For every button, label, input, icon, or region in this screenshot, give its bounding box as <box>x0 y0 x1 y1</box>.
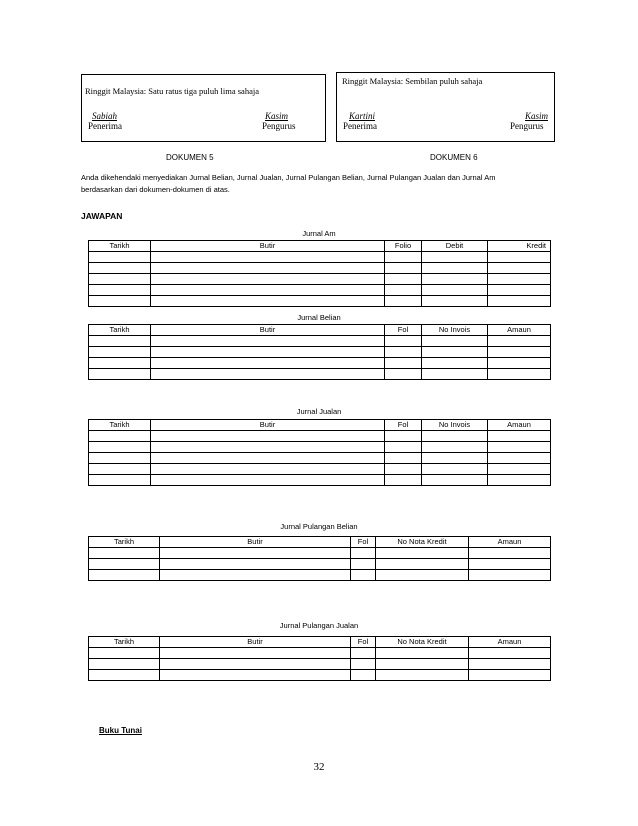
cell[interactable] <box>469 559 551 570</box>
cell[interactable] <box>151 263 385 274</box>
column-header: Butir <box>160 637 351 648</box>
cell[interactable] <box>89 670 160 681</box>
cell[interactable] <box>422 369 488 380</box>
table-row <box>89 548 551 559</box>
table-row <box>89 274 551 285</box>
column-header: Fol <box>351 637 376 648</box>
jurnal-belian-title: Jurnal Belian <box>297 313 341 322</box>
column-header: No Invois <box>422 420 488 431</box>
cell[interactable] <box>151 464 385 475</box>
table-header-row <box>89 537 551 548</box>
cell[interactable] <box>422 347 488 358</box>
cell[interactable] <box>385 274 422 285</box>
cell[interactable] <box>422 475 488 486</box>
cell[interactable] <box>160 548 351 559</box>
document-6-receiver-signature: Kartini <box>349 111 376 121</box>
cell[interactable] <box>160 570 351 581</box>
cell[interactable] <box>422 336 488 347</box>
jurnal-pulangan-jualan-title: Jurnal Pulangan Jualan <box>279 621 359 630</box>
cell[interactable] <box>151 358 385 369</box>
cell[interactable] <box>376 670 469 681</box>
cell[interactable] <box>151 431 385 442</box>
column-header: No Nota Kredit <box>376 637 469 648</box>
column-header: No Nota Kredit <box>376 537 469 548</box>
cell[interactable] <box>89 358 151 369</box>
column-header: Amaun <box>469 537 551 548</box>
column-header: Butir <box>151 420 385 431</box>
table-row <box>89 648 551 659</box>
document-6-manager-signature: Kasim <box>525 111 549 121</box>
cell[interactable] <box>89 263 151 274</box>
cell[interactable] <box>488 453 551 464</box>
cell[interactable] <box>488 347 551 358</box>
cell[interactable] <box>151 442 385 453</box>
cell[interactable] <box>351 648 376 659</box>
cell[interactable] <box>385 296 422 307</box>
cell[interactable] <box>151 296 385 307</box>
cell[interactable] <box>422 285 488 296</box>
cell[interactable] <box>385 475 422 486</box>
column-header: Amaun <box>488 325 551 336</box>
document-6-amount-words: Ringgit Malaysia: Sembilan puluh sahaja <box>342 76 483 86</box>
cell[interactable] <box>488 252 551 263</box>
cell[interactable] <box>89 431 151 442</box>
instruction-line-1: Anda dikehendaki menyediakan Jurnal Belian, Jurnal Jualan, Jurnal Pulangan Belian, Jurnal Pulangan Jualan dan Jurnal Am <box>81 173 496 182</box>
cell[interactable] <box>89 442 151 453</box>
column-header: Butir <box>160 537 351 548</box>
cell[interactable] <box>385 453 422 464</box>
cell[interactable] <box>385 442 422 453</box>
cell[interactable] <box>469 659 551 670</box>
table-row <box>89 570 551 581</box>
column-header: Amaun <box>469 637 551 648</box>
answer-heading: JAWAPAN <box>81 211 123 221</box>
table-header-row <box>89 420 551 431</box>
cell[interactable] <box>385 431 422 442</box>
cell[interactable] <box>89 659 160 670</box>
column-header: Folio <box>385 241 422 252</box>
column-header: Amaun <box>488 420 551 431</box>
column-header: Tarikh <box>89 241 151 252</box>
cell[interactable] <box>469 648 551 659</box>
jurnal-pulangan-jualan-table <box>88 636 551 681</box>
document-5-label: DOKUMEN 5 <box>166 153 214 162</box>
cell[interactable] <box>469 570 551 581</box>
table-row <box>89 670 551 681</box>
cell[interactable] <box>488 263 551 274</box>
document-5-box <box>81 74 326 142</box>
cell[interactable] <box>488 285 551 296</box>
document-6-manager-role: Pengurus <box>510 121 544 131</box>
jurnal-pulangan-belian-table <box>88 536 551 581</box>
cell[interactable] <box>89 252 151 263</box>
column-header: No Invois <box>422 325 488 336</box>
cell[interactable] <box>385 252 422 263</box>
table-row <box>89 442 551 453</box>
table-row <box>89 464 551 475</box>
jurnal-jualan-table <box>88 419 551 486</box>
cell[interactable] <box>488 274 551 285</box>
cell[interactable] <box>488 475 551 486</box>
cell[interactable] <box>385 336 422 347</box>
table-row <box>89 347 551 358</box>
cell[interactable] <box>385 358 422 369</box>
cell[interactable] <box>89 347 151 358</box>
table-row <box>89 358 551 369</box>
cell[interactable] <box>376 659 469 670</box>
cell[interactable] <box>89 274 151 285</box>
column-header: Butir <box>151 325 385 336</box>
cell[interactable] <box>376 548 469 559</box>
column-header: Tarikh <box>89 637 160 648</box>
page-number: 32 <box>313 761 325 773</box>
table-header-row <box>89 241 551 252</box>
column-header: Kredit <box>488 241 551 252</box>
cell[interactable] <box>351 570 376 581</box>
cell[interactable] <box>160 648 351 659</box>
cell[interactable] <box>89 570 160 581</box>
cell[interactable] <box>376 648 469 659</box>
jurnal-pulangan-belian-title: Jurnal Pulangan Belian <box>280 522 358 531</box>
cell[interactable] <box>488 358 551 369</box>
cell[interactable] <box>488 464 551 475</box>
column-header: Debit <box>422 241 488 252</box>
table-row <box>89 369 551 380</box>
column-header: Fol <box>385 325 422 336</box>
jurnal-am-title: Jurnal Am <box>302 229 336 238</box>
cell[interactable] <box>89 464 151 475</box>
cell[interactable] <box>488 336 551 347</box>
table-row <box>89 559 551 570</box>
document-5-manager-signature: Kasim <box>265 111 289 121</box>
document-5-manager-role: Pengurus <box>262 121 296 131</box>
cell[interactable] <box>385 347 422 358</box>
cell[interactable] <box>151 347 385 358</box>
cell[interactable] <box>422 296 488 307</box>
jurnal-belian-table <box>88 324 551 380</box>
column-header: Tarikh <box>89 325 151 336</box>
cell[interactable] <box>151 285 385 296</box>
instruction-text <box>81 172 547 196</box>
jurnal-am-table <box>88 240 551 307</box>
cell[interactable] <box>385 464 422 475</box>
cell[interactable] <box>160 670 351 681</box>
table-row <box>89 475 551 486</box>
cell[interactable] <box>89 453 151 464</box>
cell[interactable] <box>89 369 151 380</box>
cell[interactable] <box>351 670 376 681</box>
cell[interactable] <box>488 369 551 380</box>
cell[interactable] <box>422 252 488 263</box>
column-header: Tarikh <box>89 420 151 431</box>
cell[interactable] <box>488 431 551 442</box>
column-header: Fol <box>351 537 376 548</box>
cell[interactable] <box>376 570 469 581</box>
cell[interactable] <box>151 453 385 464</box>
cell[interactable] <box>422 431 488 442</box>
cell[interactable] <box>422 453 488 464</box>
document-5-amount-words: Ringgit Malaysia: Satu ratus tiga puluh lima sahaja <box>85 86 259 96</box>
cell[interactable] <box>160 559 351 570</box>
cell[interactable] <box>351 559 376 570</box>
cell[interactable] <box>422 442 488 453</box>
cell[interactable] <box>89 548 160 559</box>
cell[interactable] <box>89 648 160 659</box>
document-6-receiver-role: Penerima <box>343 121 377 131</box>
instruction-line-2: berdasarkan dari dokumen-dokumen di atas. <box>81 185 230 194</box>
table-row <box>89 659 551 670</box>
table-row <box>89 296 551 307</box>
column-header: Butir <box>151 241 385 252</box>
table-row <box>89 252 551 263</box>
cell[interactable] <box>422 464 488 475</box>
cell[interactable] <box>422 263 488 274</box>
cell[interactable] <box>376 559 469 570</box>
table-header-row <box>89 325 551 336</box>
document-6-box <box>336 72 555 142</box>
cell[interactable] <box>151 336 385 347</box>
cell[interactable] <box>351 548 376 559</box>
cell[interactable] <box>422 274 488 285</box>
cell[interactable] <box>488 296 551 307</box>
document-5-receiver-signature: Sabiah <box>92 111 118 121</box>
cell[interactable] <box>488 442 551 453</box>
cell[interactable] <box>351 659 376 670</box>
cell[interactable] <box>160 659 351 670</box>
cell[interactable] <box>89 336 151 347</box>
jurnal-jualan-title: Jurnal Jualan <box>296 407 342 416</box>
cell[interactable] <box>89 296 151 307</box>
cell[interactable] <box>89 559 160 570</box>
cell[interactable] <box>151 369 385 380</box>
document-6-label: DOKUMEN 6 <box>430 153 478 162</box>
cell[interactable] <box>89 475 151 486</box>
column-header: Tarikh <box>89 537 160 548</box>
table-row <box>89 285 551 296</box>
cell[interactable] <box>385 369 422 380</box>
table-row <box>89 263 551 274</box>
cell[interactable] <box>385 285 422 296</box>
cell[interactable] <box>151 252 385 263</box>
table-row <box>89 431 551 442</box>
table-row <box>89 336 551 347</box>
cell[interactable] <box>151 274 385 285</box>
cell[interactable] <box>469 670 551 681</box>
document-5-receiver-role: Penerima <box>88 121 122 131</box>
cell[interactable] <box>151 475 385 486</box>
column-header: Fol <box>385 420 422 431</box>
cell[interactable] <box>469 548 551 559</box>
cell[interactable] <box>89 285 151 296</box>
cell[interactable] <box>422 358 488 369</box>
table-row <box>89 453 551 464</box>
table-header-row <box>89 637 551 648</box>
cell[interactable] <box>385 263 422 274</box>
cash-book-heading: Buku Tunai <box>99 726 142 735</box>
